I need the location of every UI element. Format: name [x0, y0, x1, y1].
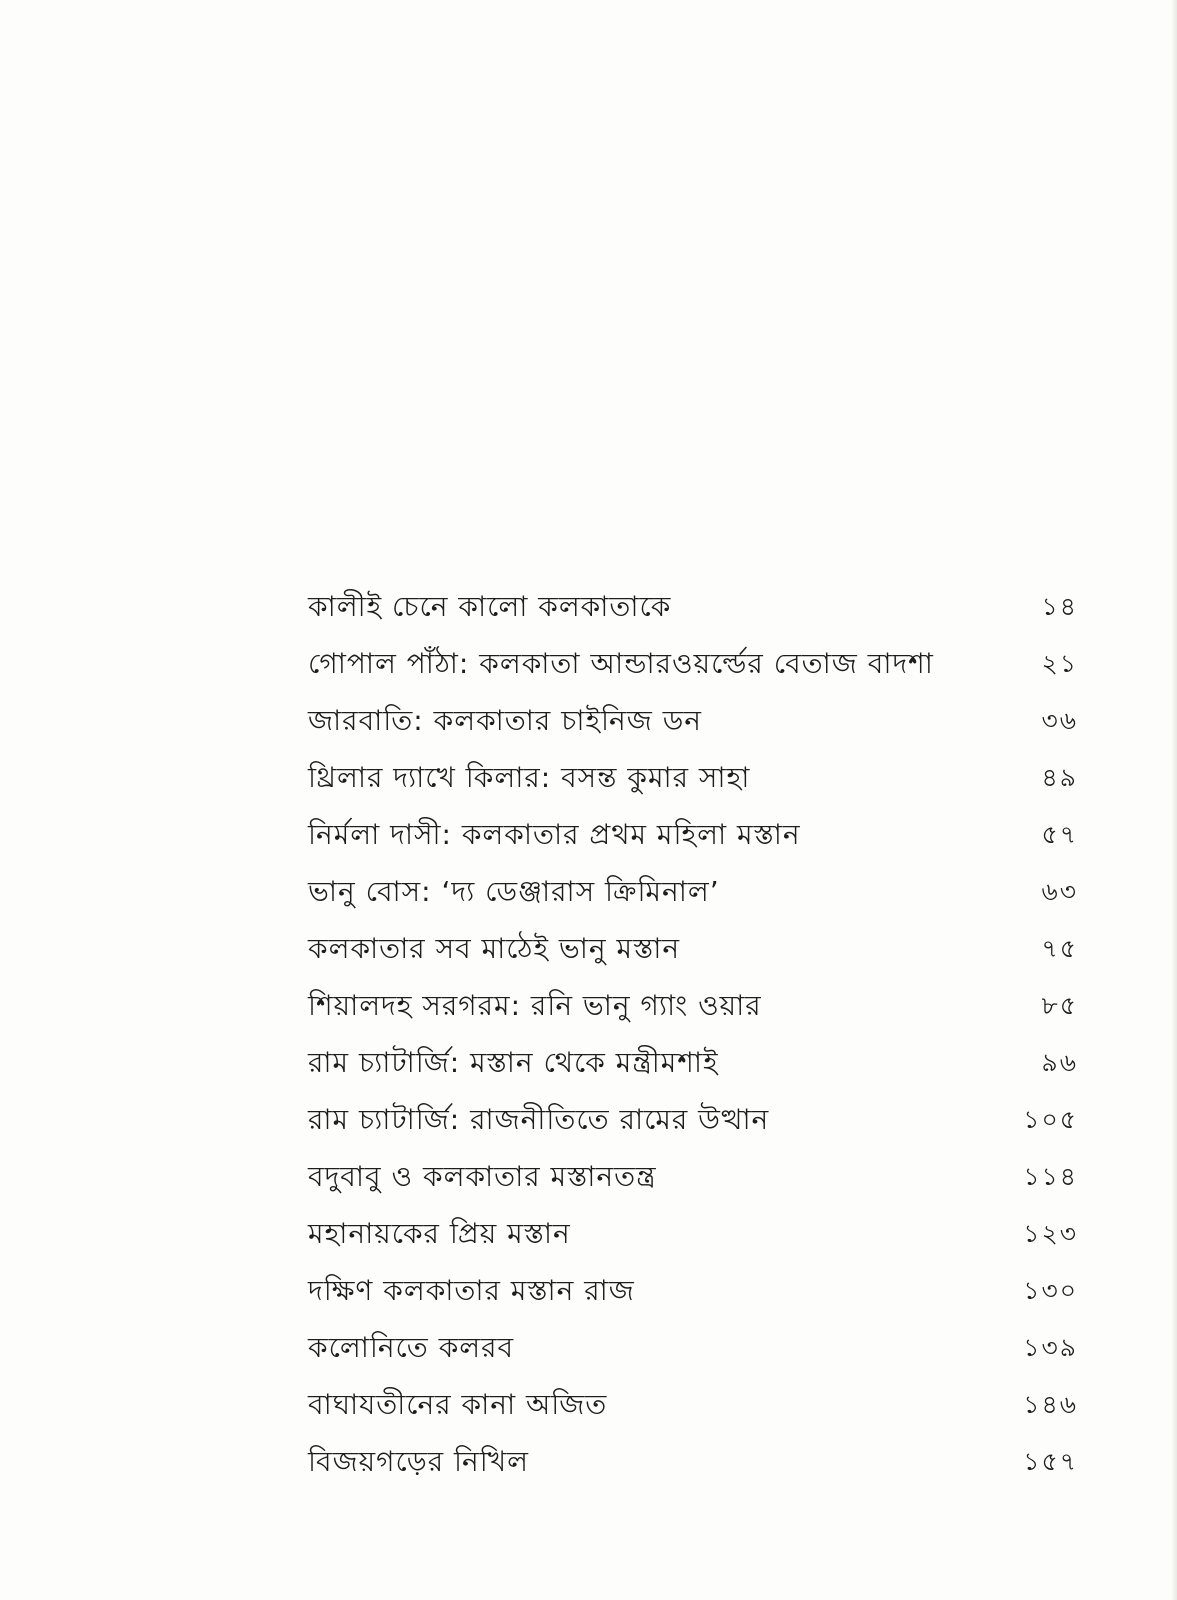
toc-entry — [308, 1264, 1078, 1321]
toc-entry — [308, 1036, 1078, 1093]
toc-entry-page: ৯৬ — [1041, 1048, 1078, 1077]
toc-entry-title: থ্রিলার দ্যাখে কিলার: বসন্ত কুমার সাহা — [308, 761, 751, 794]
toc-entry-title: ভানু বোস: ‘দ্য ডেঞ্জারাস ক্রিমিনাল’ — [308, 875, 720, 908]
toc-entry-page: ১৪ — [1041, 592, 1078, 621]
toc-entry-title: রাম চ্যাটার্জি: রাজনীতিতে রামের উত্থান — [308, 1103, 770, 1136]
toc-entry — [308, 1150, 1078, 1207]
toc-entry-title: বিজয়গড়ের নিখিল — [308, 1445, 530, 1478]
toc-entry-page: ৪৯ — [1041, 763, 1078, 792]
toc-entry-page: ১০৫ — [1023, 1105, 1078, 1134]
toc-entry-title: দক্ষিণ কলকাতার মস্তান রাজ — [308, 1274, 635, 1307]
toc-entry-page: ১২৩ — [1023, 1219, 1078, 1248]
toc-entry-page: ৫৭ — [1041, 820, 1078, 849]
toc-entry-title: নির্মলা দাসী: কলকাতার প্রথম মহিলা মস্তান — [308, 818, 801, 851]
toc-entry-title: জারবাতি: কলকাতার চাইনিজ ডন — [308, 704, 703, 737]
toc-entry — [308, 1207, 1078, 1264]
toc-entry-title: রাম চ্যাটার্জি: মস্তান থেকে মন্ত্রীমশাই — [308, 1046, 719, 1079]
toc-entry — [308, 922, 1078, 979]
toc-entry — [308, 580, 1078, 637]
toc-entry-page: ৮৫ — [1041, 991, 1078, 1020]
toc-entry-page: ১৪৬ — [1023, 1390, 1078, 1419]
toc-entry-page: ১৫৭ — [1023, 1447, 1078, 1476]
toc-entry-title: কলকাতার সব মাঠেই ভানু মস্তান — [308, 932, 681, 965]
toc-entry-page: ১১৪ — [1023, 1162, 1078, 1191]
toc-entry-page: ১৩০ — [1023, 1276, 1078, 1305]
toc-entry-title: বাঘাযতীনের কানা অজিত — [308, 1388, 608, 1421]
toc-entry-title: বদুবাবু ও কলকাতার মস্তানতন্ত্র — [308, 1160, 657, 1193]
toc-entry-page: ২১ — [1041, 649, 1078, 678]
toc-entry — [308, 865, 1078, 922]
toc-entry-page: ৬৩ — [1041, 877, 1078, 906]
toc-entry-title: কলোনিতে কলরব — [308, 1331, 515, 1364]
toc-entry — [308, 1378, 1078, 1435]
toc-entry — [308, 637, 1078, 694]
toc-entry — [308, 808, 1078, 865]
toc-entry — [308, 1321, 1078, 1378]
toc-entry — [308, 1093, 1078, 1150]
toc-entry — [308, 979, 1078, 1036]
toc-entry-title: শিয়ালদহ সরগরম: রনি ভানু গ্যাং ওয়ার — [308, 989, 762, 1022]
toc-entry — [308, 751, 1078, 808]
toc-entry-page: ৩৬ — [1041, 706, 1078, 735]
toc-entry — [308, 1435, 1078, 1492]
table-of-contents — [308, 580, 1078, 1492]
toc-entry-page: ১৩৯ — [1023, 1333, 1078, 1362]
toc-entry — [308, 694, 1078, 751]
toc-entry-title: গোপাল পাঁঠা: কলকাতা আন্ডারওয়র্ল্ডের বেতাজ বাদশা — [308, 647, 934, 680]
page-edge-shadow — [1171, 0, 1177, 1600]
toc-entry-title: কালীই চেনে কালো কলকাতাকে — [308, 590, 672, 623]
toc-entry-title: মহানায়কের প্রিয় মস্তান — [308, 1217, 571, 1250]
toc-entry-page: ৭৫ — [1041, 934, 1078, 963]
